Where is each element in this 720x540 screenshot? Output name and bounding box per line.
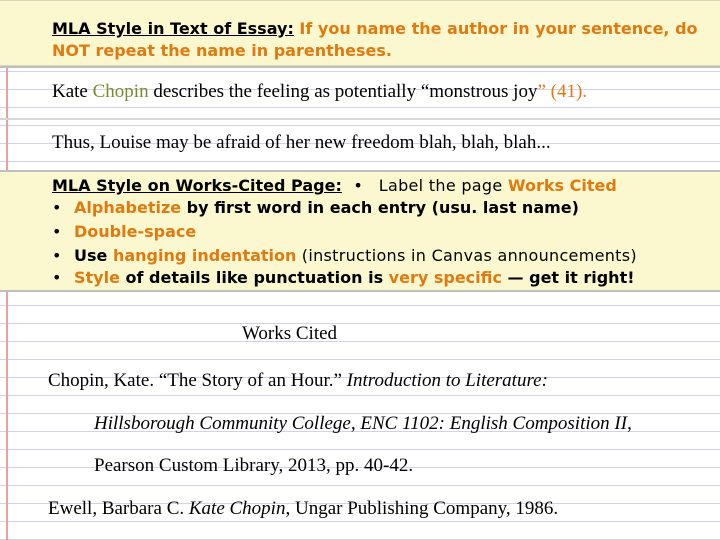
works-cited-rules-panel — [0, 170, 720, 292]
works-cited-rules-title-row — [52, 176, 617, 195]
example-author: Chopin — [92, 81, 149, 102]
citation-entry-1-line1 — [48, 370, 548, 392]
rule-text: of details like punctuation is — [119, 268, 389, 287]
citation-title: Kate Chopin — [188, 498, 286, 519]
example-mid: describes the feeling as potentially “monstrous joy — [148, 81, 538, 102]
citation-text: , Ungar Publishing Company, 1986. — [285, 498, 559, 519]
intext-rule-title: MLA Style in Text of Essay: — [52, 19, 294, 38]
rule-item-style — [52, 268, 635, 287]
bullet-icon: • — [52, 198, 62, 217]
works-cited-rules-title: MLA Style on Works-Cited Page: — [52, 176, 342, 195]
citation-text: , — [627, 413, 632, 434]
intext-rule-panel — [0, 0, 720, 66]
rule-text: — get it right! — [501, 268, 635, 287]
bullet-icon: • — [52, 222, 62, 241]
rule-item-alphabetize — [52, 198, 579, 217]
citation-text: Chopin, Kate. “The Story of an Hour.” — [48, 370, 347, 391]
rule-highlight: Style — [74, 268, 120, 287]
intext-rule-line1 — [52, 19, 698, 38]
citation-entry-2 — [48, 498, 558, 520]
rule-item-hanging-indent — [52, 246, 637, 265]
rule-highlight: very specific — [388, 268, 502, 287]
divider — [0, 118, 720, 120]
rule-text: (instructions in Canvas announcements) — [296, 246, 637, 265]
rule-text: Use — [74, 246, 113, 265]
citation-title: Hillsborough Community College, ENC 1102: English Composition II — [94, 413, 628, 434]
intext-rule-text-1: If you name the author in your sentence, do — [299, 19, 698, 38]
works-cited-heading: Works Cited — [242, 323, 338, 344]
intext-rule-text-2: NOT repeat the name in parentheses. — [52, 41, 392, 60]
bullet-icon: • — [52, 268, 62, 287]
citation-title: Introduction to Literature: — [346, 370, 548, 391]
citation-text: Ewell, Barbara C. — [48, 498, 189, 519]
rule-text: by first word in each entry (usu. last name) — [181, 198, 579, 217]
rule-highlight: hanging indentation — [112, 246, 297, 265]
citation-entry-1-line3: Pearson Custom Library, 2013, pp. 40-42. — [94, 455, 414, 476]
citation-entry-1-line2 — [94, 413, 632, 435]
example-pre: Kate — [52, 81, 93, 102]
bullet-icon: • — [353, 176, 364, 195]
bullet-icon: • — [52, 246, 62, 265]
rule-item-double-space — [52, 222, 196, 241]
inline-rule-text: Label the page — [378, 176, 508, 195]
rule-highlight: Alphabetize — [74, 198, 182, 217]
example-citation: ” (41). — [537, 81, 588, 102]
rule-highlight: Double-space — [74, 222, 197, 241]
thus-sentence: Thus, Louise may be afraid of her new freedom blah, blah, blah... — [52, 132, 551, 153]
divider — [0, 66, 720, 68]
inline-rule-highlight: Works Cited — [507, 176, 617, 195]
example-sentence — [52, 81, 587, 103]
